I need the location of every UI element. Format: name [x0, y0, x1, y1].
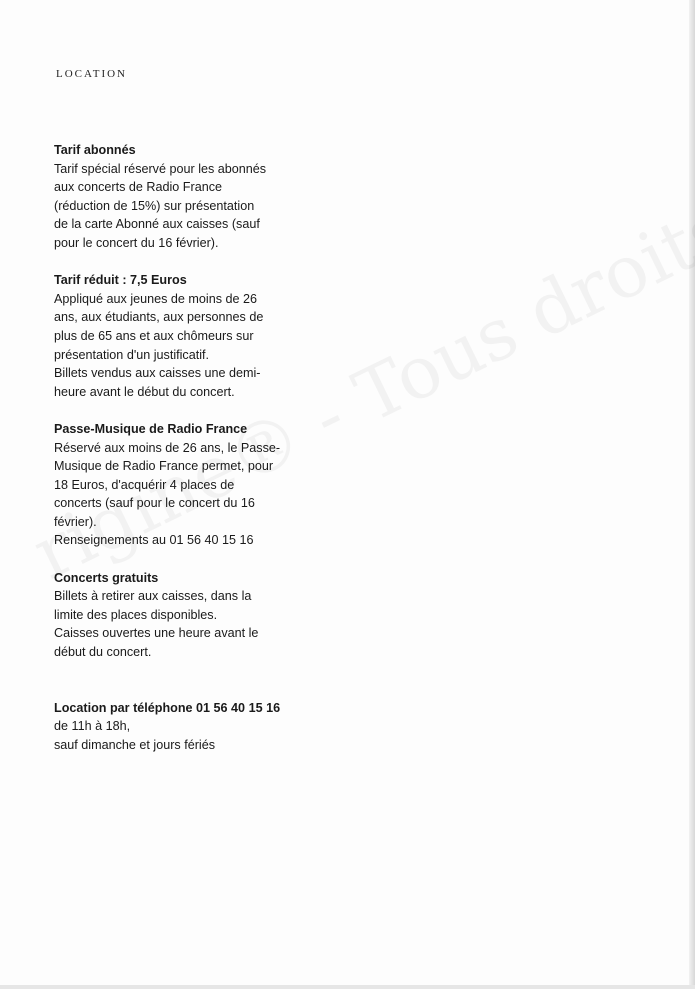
- page-edge-bottom: [0, 985, 695, 989]
- section-title: Tarif abonnés: [54, 143, 136, 157]
- section-tarif-abonnes: [54, 141, 354, 253]
- text-line: Appliqué aux jeunes de moins de 26: [54, 291, 258, 306]
- text-line: Réservé aux moins de 26 ans, le Passe-: [54, 440, 281, 455]
- text-line: limite des places disponibles.: [54, 607, 218, 622]
- text-line: pour le concert du 16 février).: [54, 235, 219, 250]
- text-line: aux concerts de Radio France: [54, 180, 223, 195]
- text-line: Renseignements au 01 56 40 15 16: [54, 533, 254, 548]
- text-line: Tarif spécial réservé pour les abonnés: [54, 161, 267, 176]
- section-title: Concerts gratuits: [54, 570, 159, 585]
- text-line: (réduction de 15%) sur présentation: [54, 198, 255, 213]
- text-line: Caisses ouvertes une heure avant le: [54, 626, 259, 641]
- text-line: Billets vendus aux caisses une demi-: [54, 366, 261, 381]
- text-line: 18 Euros, d'acquérir 4 places de: [54, 477, 235, 492]
- text-line: de la carte Abonné aux caisses (sauf: [54, 217, 260, 232]
- page-edge: [689, 0, 695, 989]
- text-line: début du concert.: [54, 645, 152, 660]
- text-line: sauf dimanche et jours fériés: [54, 737, 216, 752]
- section-title: Tarif réduit : 7,5 Euros: [54, 273, 187, 288]
- text-line: plus de 65 ans et aux chômeurs sur: [54, 328, 254, 343]
- section-concerts-gratuits: [54, 569, 354, 662]
- section-location-telephone: [54, 699, 354, 755]
- section-title: Location par téléphone 01 56 40 15 16: [54, 700, 281, 715]
- text-line: de 11h à 18h,: [54, 719, 131, 734]
- section-tarif-reduit: [54, 271, 354, 401]
- text-line: heure avant le début du concert.: [54, 384, 235, 399]
- text-line: Musique de Radio France permet, pour: [54, 459, 274, 474]
- section-label: LOCATION: [56, 68, 127, 80]
- text-line: ans, aux étudiants, aux personnes de: [54, 310, 264, 325]
- text-line: présentation d'un justificatif.: [54, 347, 210, 362]
- content: [54, 141, 354, 773]
- text-line: février).: [54, 514, 97, 529]
- text-line: concerts (sauf pour le concert du 16: [54, 496, 255, 511]
- section-title: Passe-Musique de Radio France: [54, 421, 248, 436]
- section-passe-musique: [54, 420, 354, 550]
- text-line: Billets à retirer aux caisses, dans la: [54, 589, 252, 604]
